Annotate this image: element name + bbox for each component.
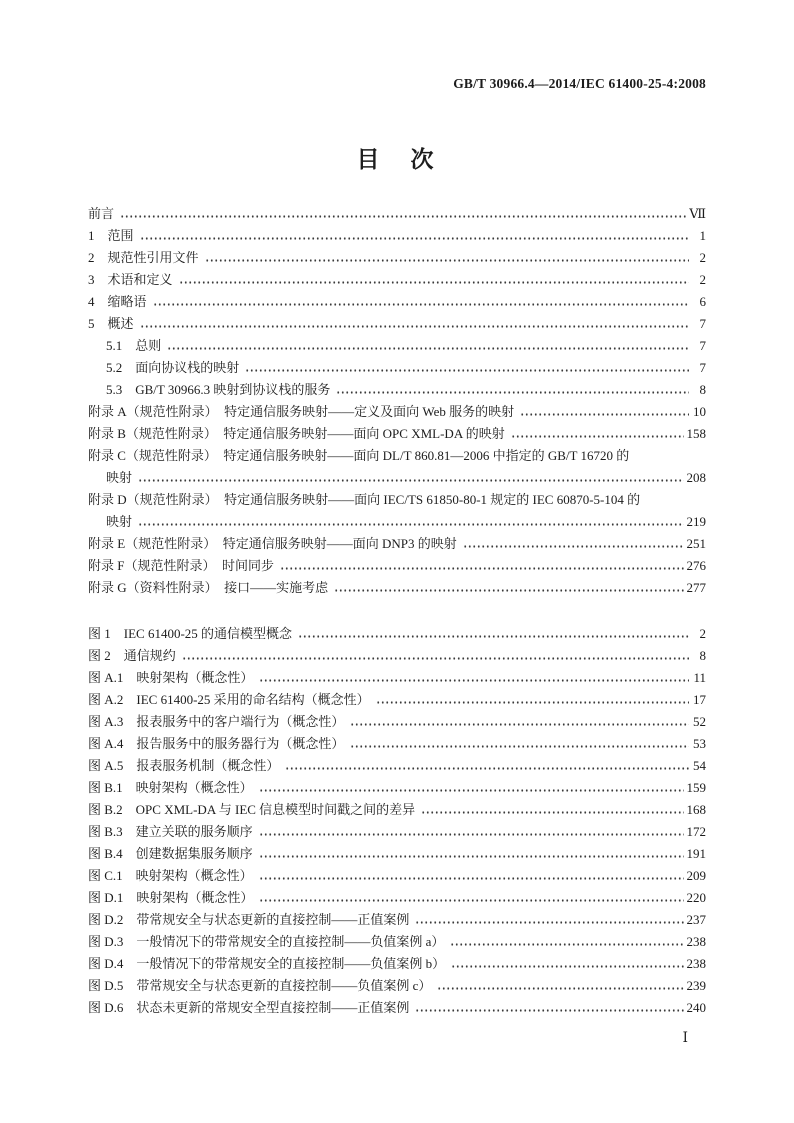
dot-leader [153, 291, 689, 313]
toc-entry [88, 577, 706, 599]
dot-leader [120, 203, 686, 225]
dot-leader [138, 511, 683, 533]
toc-entry-page: 10 [693, 404, 706, 419]
page-title: 目 次 [356, 147, 438, 172]
toc-entry-label: 映射 [106, 514, 133, 529]
toc-figure-page: 209 [686, 868, 706, 883]
toc-figure-page: 53 [693, 736, 706, 751]
toc-figure-label: 图 B.1 映射架构（概念性） [88, 780, 253, 795]
toc-figure-page: 54 [693, 758, 706, 773]
toc-figure-label: 图 D.6 状态未更新的常规安全型直接控制——正值案例 [88, 1000, 410, 1015]
toc-entry [88, 379, 706, 401]
toc-figure-entry [88, 667, 706, 689]
toc-figure-page: 2 [699, 626, 706, 641]
toc-figure-entry [88, 909, 706, 931]
dot-leader [182, 645, 689, 667]
toc-entry-label: 附录 C（规范性附录） 特定通信服务映射——面向 DL/T 860.81—2006 中指定的 GB/T 16720 的 [88, 448, 630, 463]
toc-figure-page: 17 [693, 692, 706, 707]
toc-entry-label: 前言 [88, 206, 115, 221]
dot-leader [205, 247, 689, 269]
dot-leader [450, 931, 683, 953]
toc-figure-page: 168 [686, 802, 706, 817]
toc-entry [88, 489, 706, 511]
toc-entry-page: 251 [686, 536, 706, 551]
toc-entry-page: 158 [686, 426, 706, 441]
dot-leader [298, 623, 689, 645]
toc-entry-label: 附录 B（规范性附录） 特定通信服务映射——面向 OPC XML-DA 的映射 [88, 426, 505, 441]
toc-entry [88, 247, 706, 269]
toc-entry-page: 7 [699, 338, 706, 353]
toc-figure-entry [88, 821, 706, 843]
toc-entry-page: 7 [699, 360, 706, 375]
toc-entry-page: 276 [686, 558, 706, 573]
dot-leader [140, 313, 689, 335]
dot-leader [451, 953, 683, 975]
toc-figure-entry [88, 799, 706, 821]
toc-entry [88, 467, 706, 489]
toc-figure-page: 237 [686, 912, 706, 927]
toc-figure-entry [88, 645, 706, 667]
toc-figure-entry [88, 777, 706, 799]
dot-leader [350, 733, 689, 755]
toc-entry [88, 335, 706, 357]
dot-leader [511, 423, 684, 445]
toc-figure-page: 191 [686, 846, 706, 861]
toc-figure-entry [88, 997, 706, 1019]
dot-leader [336, 379, 689, 401]
toc-entry-label: 附录 F（规范性附录） 时间同步 [88, 558, 274, 573]
toc-entry-label: 4 缩略语 [88, 294, 147, 309]
toc-figure-label: 图 D.2 带常规安全与状态更新的直接控制——正值案例 [88, 912, 410, 927]
toc-figure-entry [88, 623, 706, 645]
toc-entry-label: 附录 A（规范性附录） 特定通信服务映射——定义及面向 Web 服务的映射 [88, 404, 515, 419]
document-code: GB/T 30966.4—2014/IEC 61400-25-4:2008 [453, 76, 706, 91]
dot-leader [415, 909, 683, 931]
toc-figure-label: 图 A.5 报表服务机制（概念性） [88, 758, 280, 773]
toc-entry-label: 1 范围 [88, 228, 134, 243]
toc-entry-page: 2 [699, 272, 706, 287]
toc-entry [88, 313, 706, 335]
dot-leader [140, 225, 689, 247]
dot-leader [138, 467, 683, 489]
dot-leader [437, 975, 683, 997]
toc-figure-label: 图 B.4 创建数据集服务顺序 [88, 846, 253, 861]
toc-entry [88, 445, 706, 467]
toc-entry-page: 2 [699, 250, 706, 265]
toc-entry-page: 219 [686, 514, 706, 529]
toc-figure-label: 图 D.3 一般情况下的带常规安全的直接控制——负值案例 a） [88, 934, 445, 949]
toc-figure-label: 图 A.2 IEC 61400-25 采用的命名结构（概念性） [88, 692, 370, 707]
toc-figure-page: 11 [693, 670, 706, 685]
toc-entry-label: 5.1 总则 [106, 338, 162, 353]
page-header [88, 76, 706, 94]
toc-entry [88, 203, 706, 225]
toc-figure-label: 图 A.1 映射架构（概念性） [88, 670, 254, 685]
toc-figure-page: 172 [686, 824, 706, 839]
dot-leader [259, 667, 689, 689]
toc-entry [88, 401, 706, 423]
toc-figure-page: 238 [686, 934, 706, 949]
dot-leader [415, 997, 683, 1019]
toc-entry-label: 2 规范性引用文件 [88, 250, 199, 265]
toc-figure-entry [88, 975, 706, 997]
dot-leader [376, 689, 689, 711]
dot-leader [259, 843, 684, 865]
toc-entry-page: 277 [686, 580, 706, 595]
toc-entry-page: Ⅶ [689, 206, 706, 221]
toc-entry [88, 555, 706, 577]
toc-figure-page: 220 [686, 890, 706, 905]
toc-figure-label: 图 D.1 映射架构（概念性） [88, 890, 254, 905]
toc-entry [88, 357, 706, 379]
toc-entry-label: 5.2 面向协议栈的映射 [106, 360, 240, 375]
toc-entry [88, 533, 706, 555]
toc-entry-label: 附录 D（规范性附录） 特定通信服务映射——面向 IEC/TS 61850-80-1 规定的 IEC 60870-5-104 的 [88, 492, 641, 507]
toc-figure-page: 8 [699, 648, 706, 663]
toc-entry-page: 7 [699, 316, 706, 331]
dot-leader [463, 533, 684, 555]
dot-leader [350, 711, 689, 733]
toc-entry-label: 附录 E（规范性附录） 特定通信服务映射——面向 DNP3 的映射 [88, 536, 457, 551]
toc-figure-label: 图 B.3 建立关联的服务顺序 [88, 824, 253, 839]
toc-figure-label: 图 B.2 OPC XML-DA 与 IEC 信息模型时间戳之间的差异 [88, 802, 416, 817]
dot-leader [245, 357, 689, 379]
toc-figure-entry [88, 843, 706, 865]
toc-figure-label: 图 1 IEC 61400-25 的通信模型概念 [88, 626, 293, 641]
dot-leader [259, 887, 683, 909]
toc-figure-entry [88, 887, 706, 909]
toc-entry-label: 映射 [106, 470, 133, 485]
dot-leader [259, 777, 684, 799]
toc-figure-entry [88, 689, 706, 711]
toc-entry [88, 423, 706, 445]
toc-figure-entry [88, 865, 706, 887]
toc-entry [88, 511, 706, 533]
dot-leader [285, 755, 689, 777]
dot-leader [280, 555, 684, 577]
toc-figure-page: 238 [686, 956, 706, 971]
toc-entry-page: 208 [686, 470, 706, 485]
toc-figure-page: 240 [686, 1000, 706, 1015]
toc-figure-label: 图 D.4 一般情况下的带常规安全的直接控制——负值案例 b） [88, 956, 446, 971]
toc-figure-entry [88, 733, 706, 755]
toc-entry-label: 5 概述 [88, 316, 134, 331]
toc-entry [88, 269, 706, 291]
toc-figure-page: 52 [693, 714, 706, 729]
toc-entry-page: 6 [699, 294, 706, 309]
toc-figure-entry [88, 953, 706, 975]
toc-figure-label: 图 D.5 带常规安全与状态更新的直接控制——负值案例 c） [88, 978, 432, 993]
dot-leader [520, 401, 689, 423]
toc-figure-label: 图 2 通信规约 [88, 648, 176, 663]
page-number: Ⅰ [682, 1030, 688, 1045]
toc-figure-list [88, 623, 706, 1019]
toc-figure-entry [88, 931, 706, 953]
dot-leader [421, 799, 683, 821]
toc-entry-label: 附录 G（资料性附录） 接口——实施考虑 [88, 580, 329, 595]
dot-leader [259, 821, 684, 843]
toc-figure-label: 图 A.3 报表服务中的客户端行为（概念性） [88, 714, 345, 729]
dot-leader [179, 269, 689, 291]
toc-entry-label: 5.3 GB/T 30966.3 映射到协议栈的服务 [106, 382, 331, 397]
toc-figure-page: 159 [686, 780, 706, 795]
toc-section-list [88, 203, 706, 599]
toc-entry-label: 3 术语和定义 [88, 272, 173, 287]
toc-figure-page: 239 [686, 978, 706, 993]
toc-entry [88, 291, 706, 313]
toc-figure-label: 图 A.4 报告服务中的服务器行为（概念性） [88, 736, 345, 751]
toc-entry-page: 8 [699, 382, 706, 397]
toc-figure-entry [88, 711, 706, 733]
toc-entry-page: 1 [699, 228, 706, 243]
dot-leader [167, 335, 689, 357]
toc-figure-label: 图 C.1 映射架构（概念性） [88, 868, 253, 883]
toc-figure-entry [88, 755, 706, 777]
toc-entry [88, 225, 706, 247]
dot-leader [259, 865, 684, 887]
dot-leader [334, 577, 683, 599]
